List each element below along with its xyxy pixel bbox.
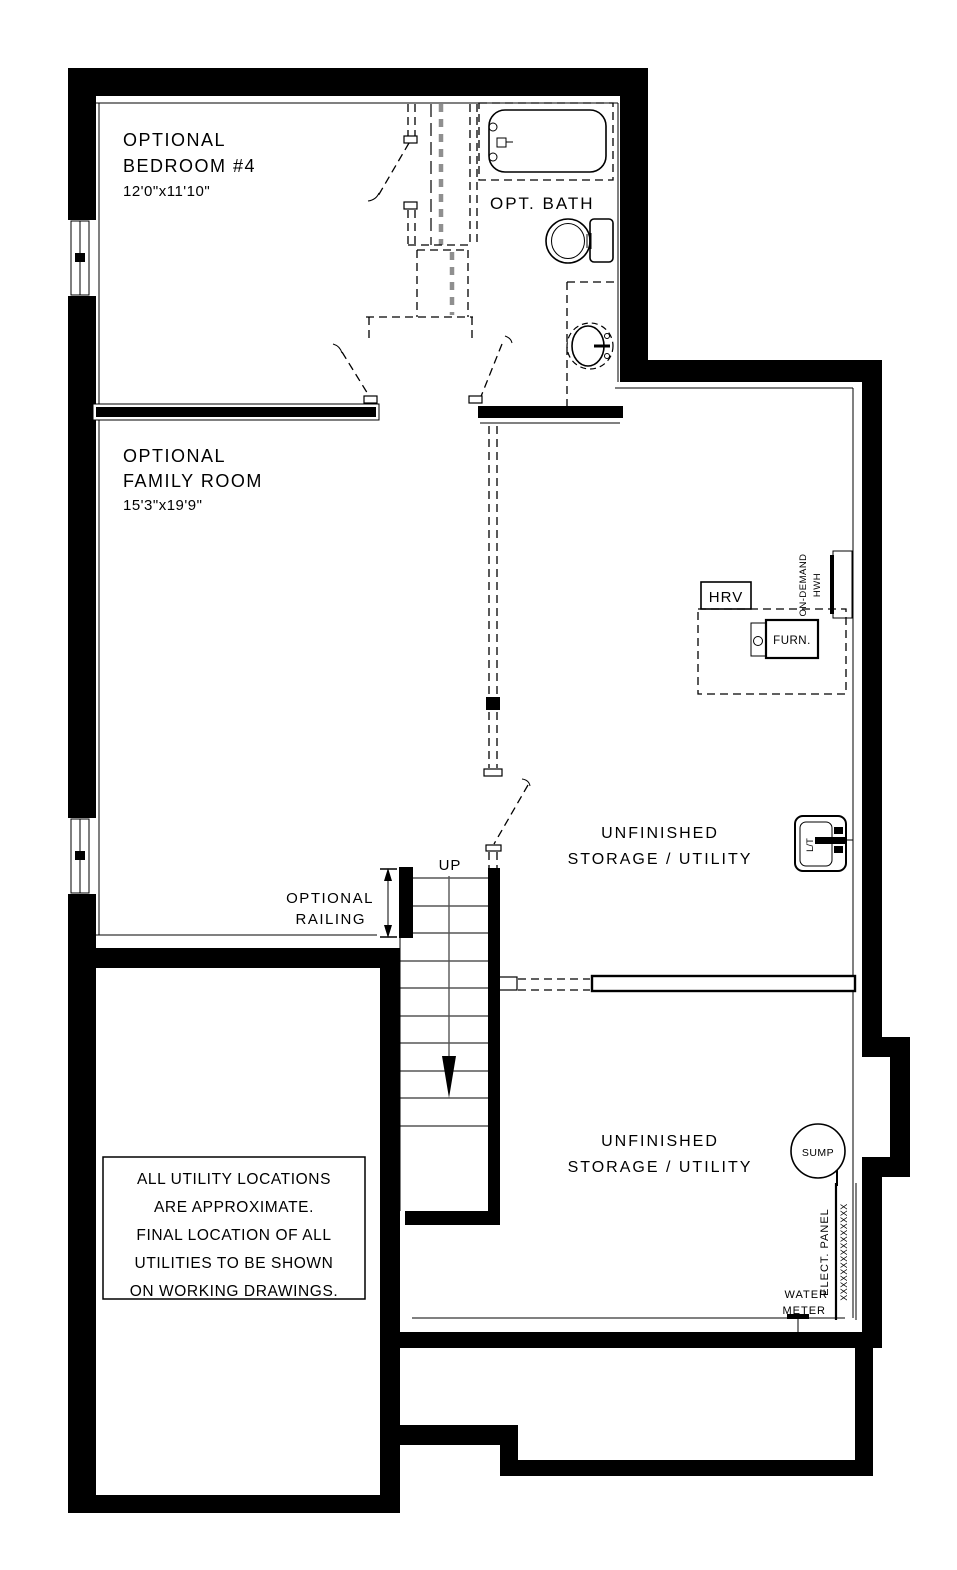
bath-label: OPT. BATH [490,194,595,213]
railing [399,867,413,938]
note-line1: ALL UTILITY LOCATIONS [136,1171,332,1188]
railing-label-line2: RAILING [295,911,366,928]
optional-partitions-dashed [366,104,477,342]
laundry-tub [795,816,853,871]
furnace-label: FURN. [773,635,811,647]
railing-label-line1: OPTIONAL [286,890,374,907]
storage-lower-line2: STORAGE / UTILITY [567,1159,753,1176]
bedroom-name-line2: BEDROOM #4 [123,156,257,176]
family-name-line2: FAMILY ROOM [123,471,263,491]
note-line4: UTILITIES TO BE SHOWN [134,1255,334,1272]
water-meter-line1: WATER [784,1289,828,1301]
up-arrow [442,876,456,1098]
stairs [400,868,500,1225]
door-swing-storage [484,769,530,868]
up-label: UP [438,857,462,874]
door-swing-bedroom [368,143,409,201]
bathtub [479,103,613,180]
bath-family-partition [478,406,623,423]
panel-hatch-text: XXXXXXXXXXXXXXX [839,1203,849,1301]
note-line3: FINAL LOCATION OF ALL [136,1227,332,1244]
family-room-opening [333,336,512,403]
hrv-label: HRV [708,589,744,606]
hwh-label-line1: ON-DEMAND [798,553,809,617]
bedroom-dimensions: 12'0"x11'10" [123,183,211,200]
note-line2: ARE APPROXIMATE. [153,1199,315,1216]
family-dimensions: 15'3"x19'9" [123,497,203,514]
window-lower [66,818,98,894]
hall-beam-dashed [486,426,500,768]
laundry-tub-label: L/T [805,838,816,852]
railing-dimension-arrow [380,868,397,938]
toilet [546,219,613,263]
note-line5: ON WORKING DRAWINGS. [129,1283,339,1300]
bedroom-name-line1: OPTIONAL [123,130,227,150]
sump-label: SUMP [801,1147,835,1159]
bedroom-family-partition [93,404,379,420]
storage-divider-wall [486,975,855,992]
on-demand-hwh-unit [830,551,852,618]
storage-lower-line1: UNFINISHED [601,1133,719,1150]
window-upper [66,220,98,296]
storage-upper-line2: STORAGE / UTILITY [567,851,753,868]
hwh-label-line2: HWH [812,572,823,598]
elect-panel-label: ELECT. PANEL [819,1208,831,1296]
furnace [698,609,846,694]
storage-upper-line1: UNFINISHED [601,825,719,842]
water-meter-line2: METER [782,1305,826,1317]
family-name-line1: OPTIONAL [123,446,227,466]
bath-vanity-sink [567,282,617,407]
